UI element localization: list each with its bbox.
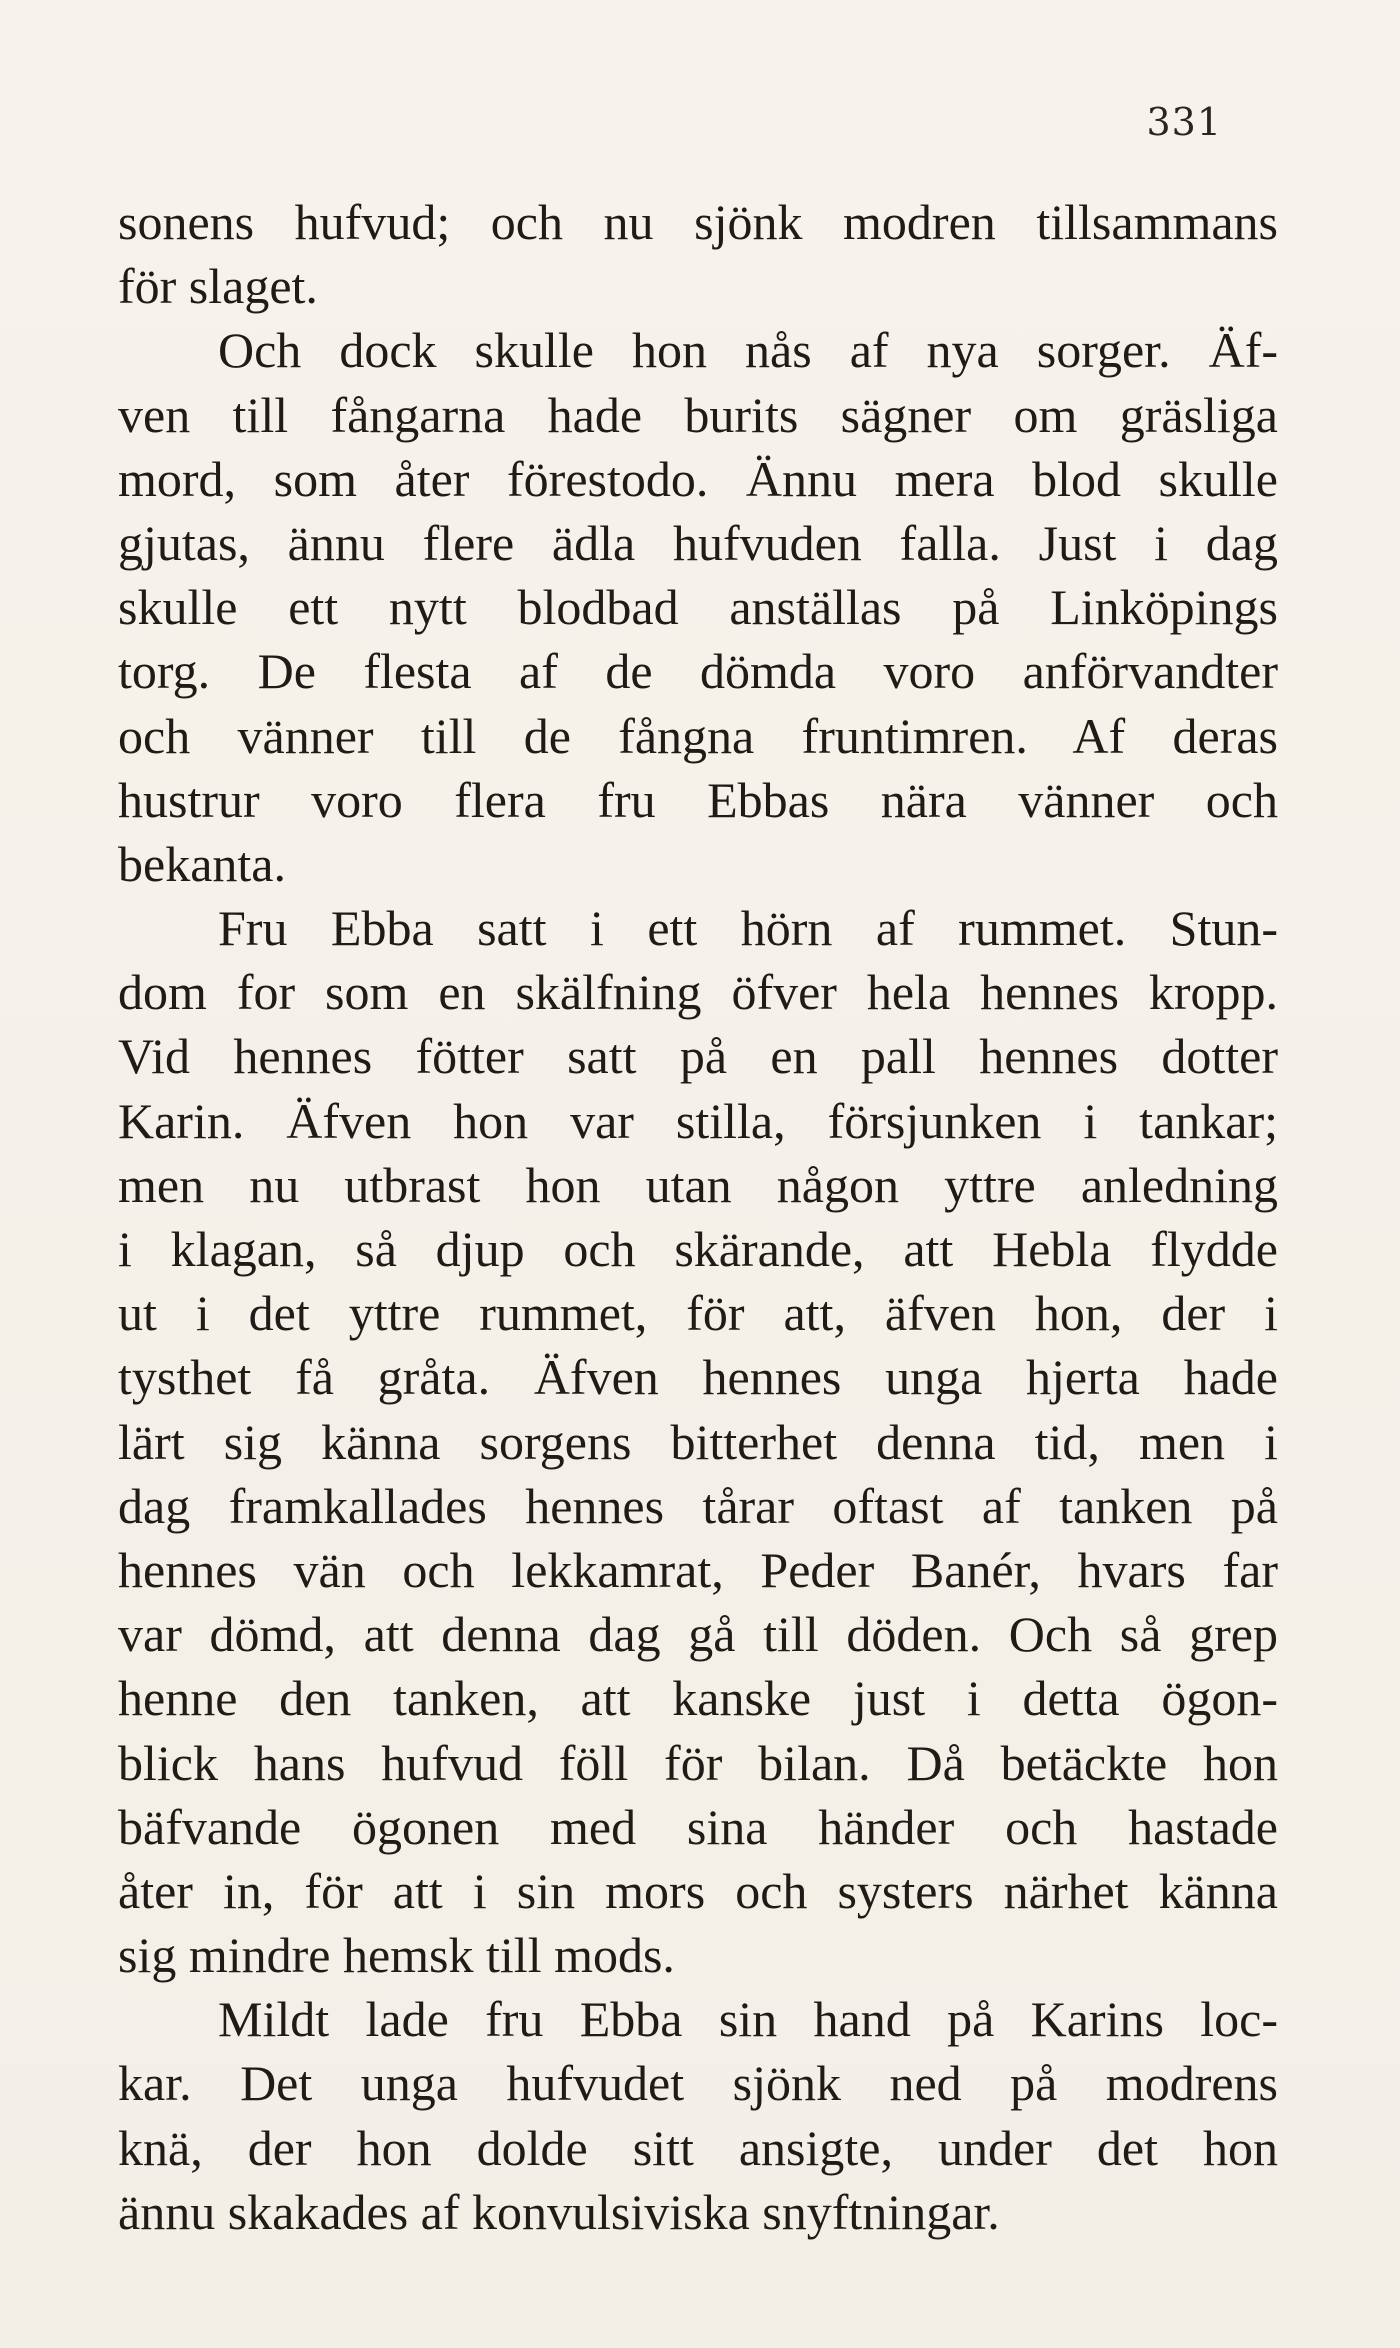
text-line: i klagan, så djup och skärande, att Hebla flydde <box>118 1221 1278 1277</box>
text-line: hustrur voro flera fru Ebbas nära vänner och <box>118 771 1278 828</box>
text-line: Fru Ebba satt i ett hörn af rummet. Stun- <box>218 900 1278 957</box>
text-line: gjutas, ännu flere ädla hufvuden falla. Just i dag <box>118 514 1278 571</box>
text-line: men nu utbrast hon utan någon yttre anledning <box>118 1156 1278 1213</box>
text-line: kar. Det unga hufvudet sjönk ned på modrens <box>118 2055 1278 2112</box>
text-line: ven till fångarna hade burits sägner om gräsliga <box>118 386 1278 443</box>
body-text <box>118 190 1278 2244</box>
text-line: mord, som åter förestodo. Ännu mera blod skulle <box>118 450 1278 507</box>
text-line: bäfvande ögonen med sina händer och hastade <box>118 1798 1278 1855</box>
text-line: sig mindre hemsk till mods. <box>118 1927 675 1984</box>
text-line: Mildt lade fru Ebba sin hand på Karins loc- <box>218 1991 1278 2048</box>
text-line: för slaget. <box>118 258 318 315</box>
text-line: var dömd, att denna dag gå till döden. Och så grep <box>118 1606 1278 1663</box>
text-line: torg. De flesta af de dömda voro anförvandter <box>118 643 1278 700</box>
text-line: Karin. Äfven hon var stilla, försjunken i tankar; <box>118 1092 1278 1149</box>
text-line: hennes vän och lekkamrat, Peder Banér, hvars far <box>118 1541 1278 1598</box>
page-number: 331 <box>1146 100 1222 144</box>
text-line: blick hans hufvud föll för bilan. Då betäckte hon <box>118 1734 1278 1791</box>
text-line: henne den tanken, att kanske just i detta ögon- <box>118 1670 1278 1727</box>
text-line: tysthet få gråta. Äfven hennes unga hjerta hade <box>118 1349 1278 1406</box>
text-line: Och dock skulle hon nås af nya sorger. Äf- <box>218 322 1278 379</box>
text-line: Vid hennes fötter satt på en pall hennes dotter <box>118 1028 1278 1085</box>
text-line: sonens hufvud; och nu sjönk modren tillsammans <box>118 194 1278 250</box>
text-line: och vänner till de fångna fruntimren. Af deras <box>118 707 1278 764</box>
text-line: bekanta. <box>118 835 286 892</box>
text-line: lärt sig känna sorgens bitterhet denna tid, men i <box>118 1413 1278 1470</box>
text-line: dag framkallades hennes tårar oftast af tanken på <box>118 1477 1278 1534</box>
text-line: ut i det yttre rummet, för att, äfven hon, der i <box>118 1285 1278 1342</box>
text-line: åter in, för att i sin mors och systers närhet känna <box>118 1862 1278 1919</box>
text-line: dom for som en skälfning öfver hela hennes kropp. <box>118 964 1278 1021</box>
text-line: ännu skakades af konvulsiviska snyftningar. <box>118 2183 1000 2240</box>
text-line: skulle ett nytt blodbad anställas på Linköpings <box>118 579 1278 636</box>
text-line: knä, der hon dolde sitt ansigte, under det hon <box>118 2119 1278 2176</box>
